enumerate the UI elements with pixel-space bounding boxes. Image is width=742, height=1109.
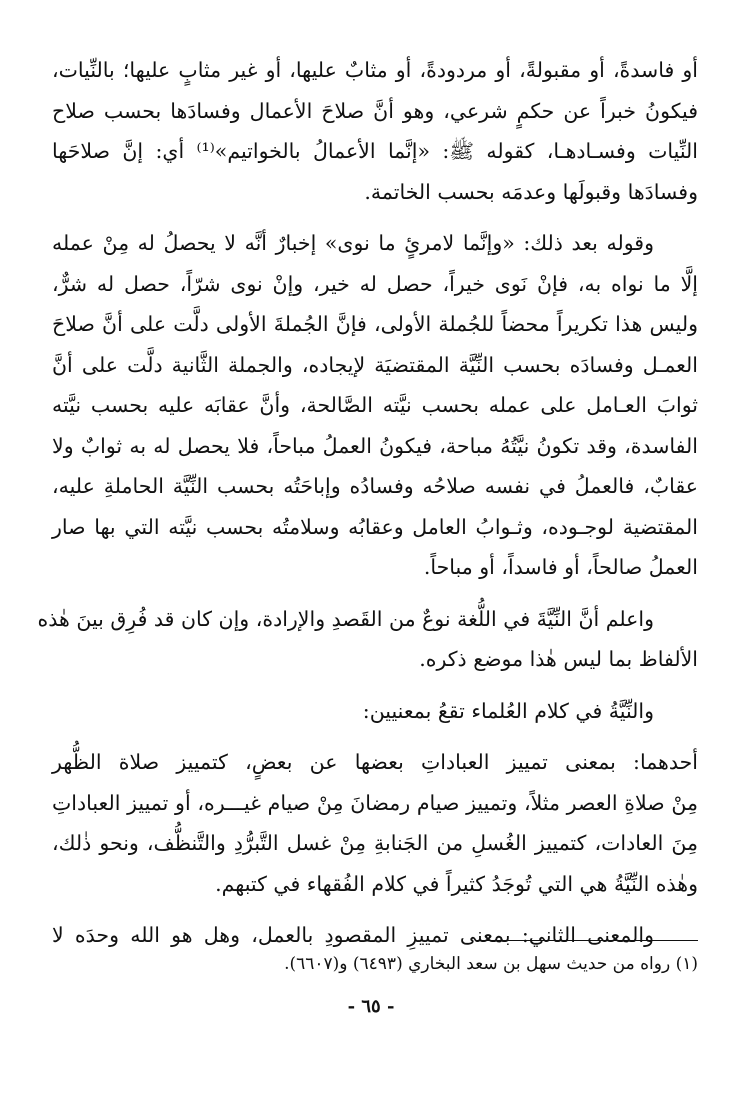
paragraph-2 — [52, 223, 698, 588]
text-line: عقابٌ، فالعملُ في نفسه صلاحُه وفسادُه وإباحَتُه بحسب النِّيَّة الحاملةِ عليه، — [52, 474, 698, 498]
paragraph-1 — [52, 50, 698, 212]
text-line: مِنْ صلاةِ العصر مثلاً، وتمييز صيام رمضانَ مِنْ صيام غيـــره، أو تمييز العباداتِ — [52, 790, 698, 815]
text-line: العمـل وفسادَه بحسب النِّيَّة المقتضيَة لإيجاده، والجملة الثَّانية دلَّت على أنَّ — [52, 352, 698, 377]
text-line: واعلم أنَّ النِّيَّةَ في اللُّغة نوعٌ من القَصدِ والإرادة، وإن كان قد فُرِق بينَ هٰذه — [37, 606, 654, 631]
text-line: إلَّا ما نواه به، فإنْ نَوى خيراً، حصل له خير، وإنْ نوى شرّاً، حصل له شرٌّ، — [52, 271, 698, 296]
text-line: وليس هذا تكريراً محضاً للجُملة الأولى، فإنَّ الجُملةَ الأولى دلَّت على أنَّ صلاحَ — [52, 312, 698, 336]
text-line: أو فاسدةً، أو مقبولةً، أو مردودةً، أو مثابٌ عليها، أو غير مثابٍ عليها؛ بالنِّيات، — [52, 58, 698, 82]
text-line: والمعنى الثاني: بمعنى تمييزِ المقصودِ بالعمل، وهل هو الله وحدَه لا — [52, 923, 654, 947]
text-line: مِنَ العادات، كتمييز الغُسلِ من الجَنابةِ مِنْ غسل التَّبرُّدِ والتَّنظُّف، ونحو ذٰلك، — [52, 831, 698, 855]
text-line: وقوله بعد ذلك: «وإنَّما لامرئٍ ما نوى» إخبارٌ أنَّه لا يحصلُ له مِنْ عمله — [52, 231, 654, 255]
text-line: العملُ صالحاً، أو فاسداً، أو مباحاً. — [423, 555, 698, 579]
text-line: المقتضية لوجـوده، وثـوابُ العامل وعقابُه وسلامتُه بحسب نيَّته التي بها صار — [52, 514, 698, 539]
page-number: - ٦٥ - — [347, 996, 395, 1017]
paragraph-3 — [37, 599, 698, 680]
text-line: ثوابَ العـامل على عمله بحسب نيَّته الصَّالحة، وأنَّ عقابَه عليه بحسب نيَّته — [52, 393, 698, 417]
paragraph-4 — [52, 691, 698, 732]
text-line: وفسادَها وقبولَها وعدمَه بحسب الخاتمة. — [364, 179, 698, 204]
text-line: الألفاظ بما ليس هٰذا موضع ذكره. — [419, 647, 698, 671]
paragraph-5 — [52, 742, 698, 904]
page-body — [37, 50, 698, 956]
text-line: أحدهما: بمعنى تمييز العباداتِ بعضها عن بعضٍ، كتمييز صلاة الظُّهر — [52, 750, 698, 774]
text-line: النِّيات وفسـادهـا، كقوله ﷺ: «إنَّما الأعمالُ بالخواتيم»⁽¹⁾ أي: إنَّ صلاحَها — [52, 139, 698, 163]
text-line: والنِّيَّةُ في كلام العُلماء تقعُ بمعنيين: — [362, 698, 654, 723]
footnote: (١) رواه من حديث سهل بن سعد البخاري (٦٤٩٣) و(٦٦٠٧). — [284, 954, 698, 974]
text-line: وهٰذه النِّيَّةُ هي التي تُوجَدُ كثيراً في كلام الفُقهاء في كتبهم. — [215, 871, 698, 896]
text-line: الفاسدة، وقد تكونُ نيَّتُهُ مباحة، فيكونُ العملُ مباحاً، فلا يحصل له به ثوابٌ ولا — [52, 433, 698, 458]
footnote-separator — [476, 940, 698, 941]
text-line: فيكونُ خبراً عن حكمٍ شرعي، وهو أنَّ صلاحَ الأعمال وفسادَها بحسب صلاح — [52, 98, 698, 123]
